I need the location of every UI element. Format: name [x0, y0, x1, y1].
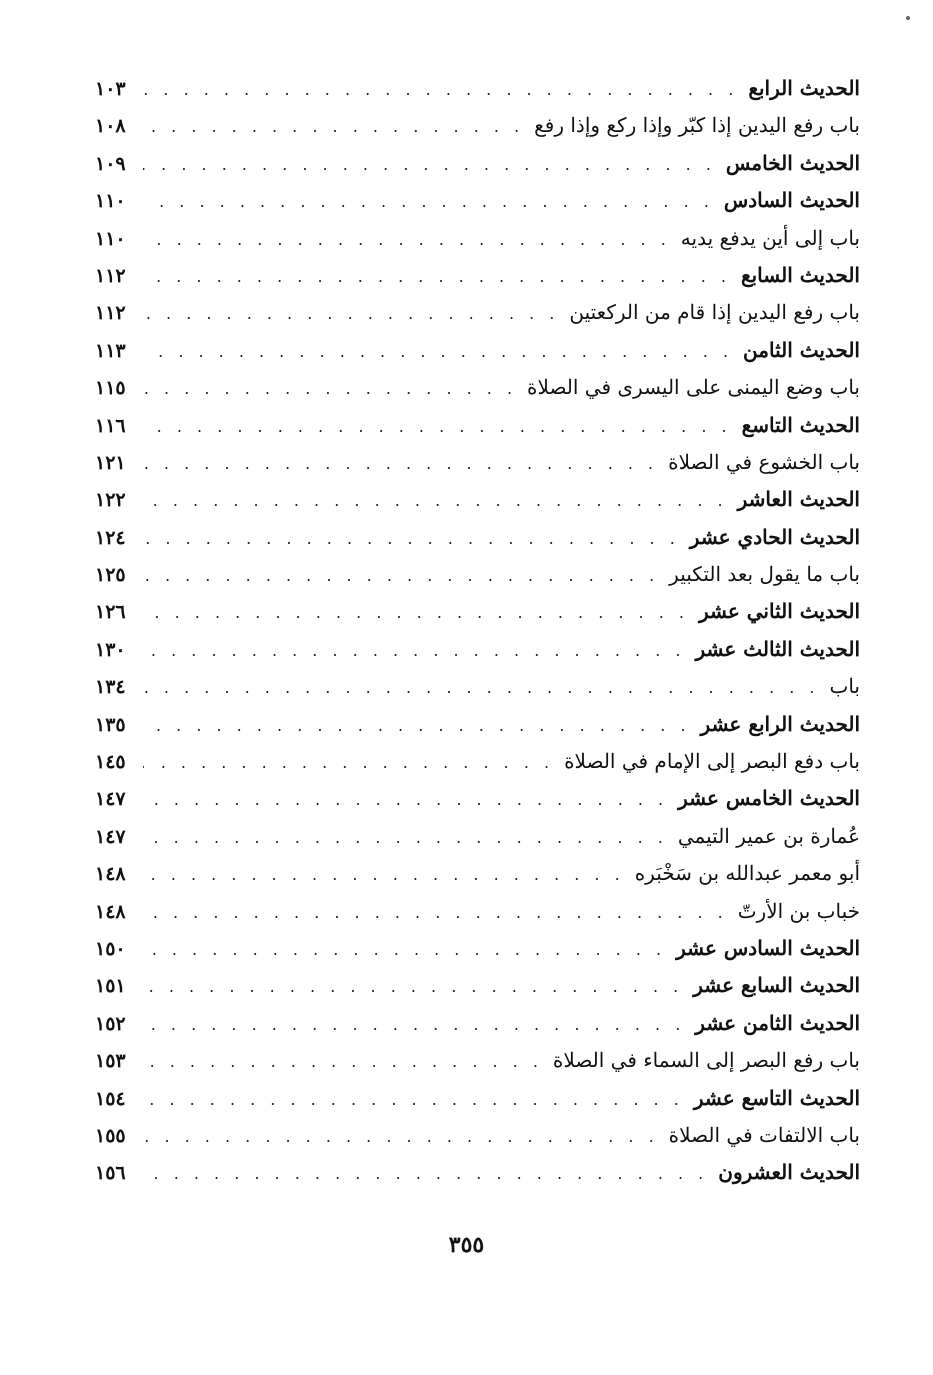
- dot-leader: [143, 1006, 685, 1043]
- toc-entry-title: أبو معمر عبدالله بن سَخْبَره: [634, 861, 860, 886]
- toc-entry-page: ١١٦: [95, 414, 126, 437]
- toc-entry-title: باب: [829, 674, 860, 699]
- toc-entry-page: ١٥٦: [95, 1162, 126, 1185]
- toc-entry: [95, 107, 860, 144]
- toc-entry: [95, 893, 860, 930]
- toc-entry-title: الحديث الثامن عشر: [695, 1010, 860, 1035]
- toc-entry: [95, 182, 860, 219]
- toc-entry-page: ١٢٢: [95, 489, 126, 512]
- toc-entry-page: ١٤٧: [95, 825, 126, 848]
- toc-entry-page: ١٢٥: [95, 564, 126, 587]
- toc-entry-page: ١٤٨: [95, 863, 126, 886]
- dot-leader: [143, 894, 728, 931]
- toc-entry: [95, 294, 860, 331]
- toc-entry: [95, 930, 860, 967]
- toc-entry-page: ١٢٤: [95, 526, 126, 549]
- dot-leader: [143, 781, 668, 818]
- dot-leader: [143, 108, 524, 145]
- toc-entry: [95, 145, 860, 182]
- dot-leader: [143, 819, 668, 856]
- toc-entry-page: ١٠٩: [95, 152, 126, 175]
- dot-leader: [143, 669, 820, 706]
- scan-speck: [906, 16, 910, 20]
- toc-entry-title: باب رفع اليدين إذا كبّر وإذا ركع وإذا رفع: [534, 113, 860, 138]
- toc-entry-title: الحديث الخامس: [725, 150, 860, 175]
- toc-entry-page: ١٥٢: [95, 1012, 126, 1035]
- toc-entry: [95, 631, 860, 668]
- toc-entry-title: الحديث التاسع: [741, 412, 860, 437]
- dot-leader: [143, 482, 728, 519]
- toc-entry: [95, 369, 860, 406]
- toc-entry: [95, 668, 860, 705]
- toc-entry-title: الحديث الثامن: [743, 337, 860, 362]
- toc-entry: [95, 1042, 860, 1079]
- dot-leader: [143, 146, 716, 183]
- toc-entry-title: الحديث الحادي عشر: [689, 524, 860, 549]
- toc-entry-title: الحديث السابع: [740, 262, 860, 287]
- dot-leader: [143, 632, 685, 669]
- toc-entry-title: باب رفع اليدين إذا قام من الركعتين: [569, 300, 860, 325]
- dot-leader: [143, 1081, 684, 1118]
- toc-entry: [95, 1117, 860, 1154]
- toc-entry-title: الحديث العشرون: [718, 1160, 860, 1185]
- toc-entry-page: ١٠٨: [95, 115, 126, 138]
- dot-leader: [143, 258, 731, 295]
- toc-entry-page: ١١٥: [95, 377, 126, 400]
- toc-entry: [95, 706, 860, 743]
- toc-entry-page: ١١٠: [95, 190, 126, 213]
- dot-leader: [143, 557, 659, 594]
- toc-entry: [95, 444, 860, 481]
- toc-entry: [95, 556, 860, 593]
- dot-leader: [143, 707, 691, 744]
- toc-entry-page: ١١٣: [95, 339, 126, 362]
- toc-entry: [95, 1080, 860, 1117]
- toc-entry-page: ١١٢: [95, 302, 126, 325]
- toc-entry-page: ١١٠: [95, 227, 126, 250]
- toc-entry: [95, 1154, 860, 1191]
- toc-entry-title: عُمارة بن عمير التيمي: [677, 823, 860, 848]
- toc-entry: [95, 257, 860, 294]
- dot-leader: [143, 333, 733, 370]
- toc-entry-title: باب ما يقول بعد التكبير: [669, 562, 860, 587]
- toc-entry: [95, 220, 860, 257]
- toc-entry: [95, 967, 860, 1004]
- toc-entry-page: ١٥٠: [95, 937, 126, 960]
- toc-entry-page: ١٤٨: [95, 900, 126, 923]
- toc-entry: [95, 818, 860, 855]
- dot-leader: [143, 1155, 708, 1192]
- page-number: ٣٥٥: [448, 1232, 485, 1258]
- dot-leader: [143, 931, 666, 968]
- dot-leader: [143, 1043, 543, 1080]
- dot-leader: [143, 221, 671, 258]
- toc-entry-page: ١٠٣: [95, 78, 126, 100]
- toc-entry-title: الحديث السابع عشر: [693, 973, 860, 998]
- toc-entry-title: الحديث العاشر: [737, 487, 860, 512]
- dot-leader: [143, 1118, 659, 1155]
- toc-entry: [95, 743, 860, 780]
- dot-leader: [143, 594, 689, 631]
- toc-entry-title: باب وضع اليمنى على اليسرى في الصلاة: [527, 375, 860, 400]
- toc-entry: [95, 593, 860, 630]
- toc-entry: [95, 855, 860, 892]
- toc-entry-title: الحديث الرابع: [748, 76, 860, 100]
- toc-entry-title: الحديث السادس عشر: [676, 935, 860, 960]
- toc-entry-page: ١٤٥: [95, 751, 126, 774]
- toc-entry: [95, 519, 860, 556]
- toc-entry-page: ١٢١: [95, 451, 126, 474]
- dot-leader: [143, 968, 683, 1005]
- toc-entry-title: الحديث الرابع عشر: [700, 711, 860, 736]
- toc-entry-title: الحديث الثالث عشر: [695, 636, 860, 661]
- toc-entry-title: باب الخشوع في الصلاة: [668, 449, 860, 474]
- dot-leader: [143, 183, 714, 220]
- toc-entry-page: ١٢٦: [95, 601, 126, 624]
- dot-leader: [143, 744, 554, 781]
- toc-entry-title: الحديث الثاني عشر: [698, 599, 860, 624]
- toc-entry-page: ١٤٧: [95, 788, 126, 811]
- toc-entry-page: ١٥٤: [95, 1087, 126, 1110]
- toc-entry-page: ١٣٥: [95, 713, 126, 736]
- toc-entry-title: خباب بن الأرتّ: [737, 898, 860, 923]
- toc-entry: [95, 1005, 860, 1042]
- toc-entry-page: ١٣٤: [95, 676, 126, 699]
- dot-leader: [143, 295, 559, 332]
- dot-leader: [143, 370, 517, 407]
- toc-entry-title: الحديث السادس: [723, 188, 860, 213]
- toc-entry: [95, 780, 860, 817]
- toc-entry-title: الحديث الخامس عشر: [678, 786, 860, 811]
- toc-entry-page: ١٥١: [95, 975, 126, 998]
- toc-entry-title: باب إلى أين يدفع يديه: [680, 225, 860, 250]
- toc-entry-title: باب رفع البصر إلى السماء في الصلاة: [552, 1048, 860, 1073]
- toc-entry: [95, 70, 860, 107]
- dot-leader: [143, 71, 738, 108]
- toc-entry-title: باب دفع البصر إلى الإمام في الصلاة: [564, 749, 860, 774]
- toc-entry-page: ١٣٠: [95, 638, 126, 661]
- toc-entry-page: ١٥٥: [95, 1124, 126, 1147]
- toc-entry-page: ١١٢: [95, 264, 126, 287]
- toc-entry: [95, 481, 860, 518]
- table-of-contents: [95, 70, 860, 1192]
- toc-entry-page: ١٥٣: [95, 1050, 126, 1073]
- toc-entry-title: الحديث التاسع عشر: [693, 1085, 860, 1110]
- dot-leader: [143, 408, 732, 445]
- dot-leader: [143, 520, 680, 557]
- toc-entry: [95, 332, 860, 369]
- dot-leader: [143, 445, 658, 482]
- toc-entry-title: باب الالتفات في الصلاة: [668, 1122, 860, 1147]
- dot-leader: [143, 856, 625, 893]
- toc-entry: [95, 407, 860, 444]
